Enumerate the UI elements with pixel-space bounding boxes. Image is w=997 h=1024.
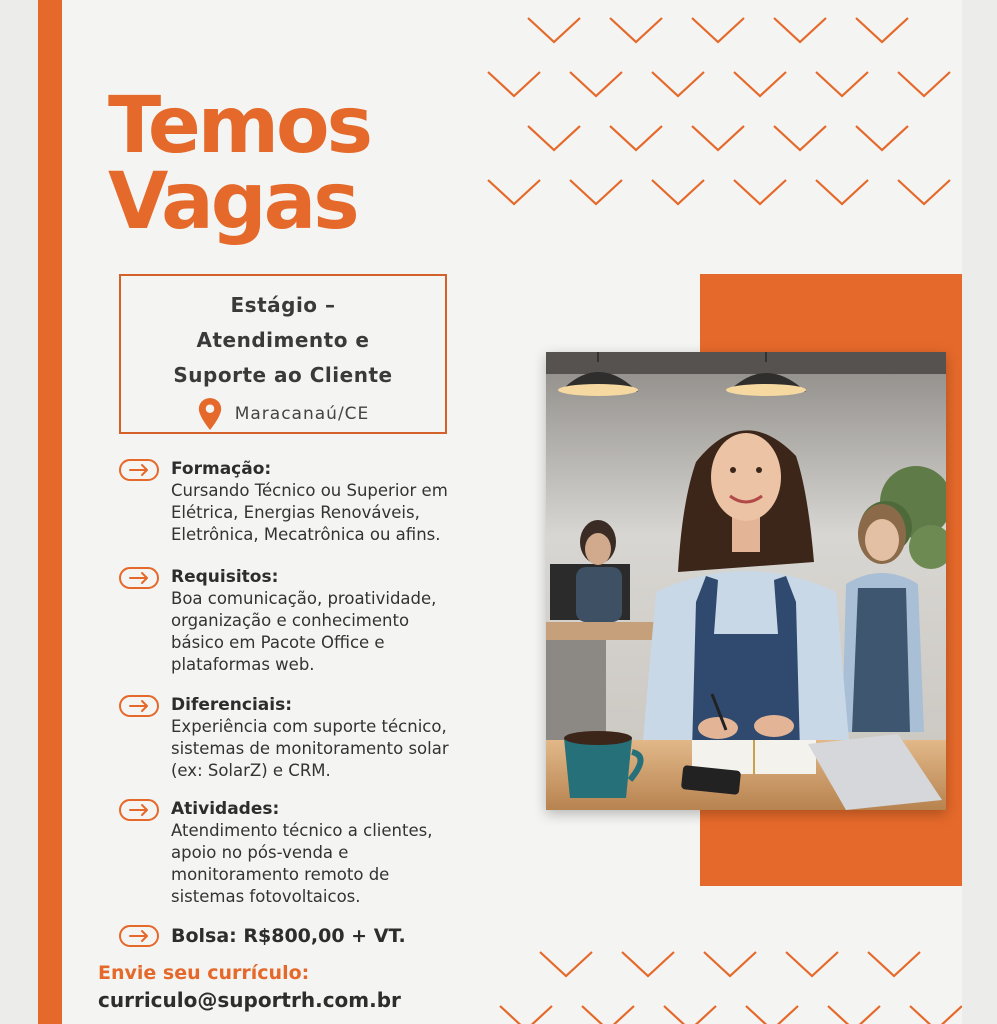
section-line: Elétrica, Energias Renováveis, (171, 503, 420, 522)
headline-line-2: Vagas (108, 157, 357, 247)
cta-label: Envie seu currículo: (98, 962, 310, 984)
section-atividades (119, 798, 539, 908)
chevron-down-icon (582, 1006, 634, 1024)
chevron-down-icon (664, 1006, 716, 1024)
chevron-down-icon (540, 952, 592, 976)
office-photo (546, 352, 946, 810)
chevron-down-icon (816, 180, 868, 204)
section-formacao (119, 458, 539, 546)
section-line: Boa comunicação, proatividade, (171, 589, 437, 608)
job-location (121, 397, 445, 431)
job-title-box (119, 274, 447, 434)
section-heading: Formação: (171, 459, 272, 479)
chevron-down-icon (828, 1006, 880, 1024)
map-pin-icon (197, 397, 223, 431)
section-line: (ex: SolarZ) e CRM. (171, 761, 331, 780)
section-body (171, 480, 539, 546)
job-title-line-1: Estágio – (230, 293, 336, 317)
section-diferenciais (119, 694, 539, 782)
chevron-down-icon (786, 952, 838, 976)
chevron-down-icon (500, 1006, 552, 1024)
section-line: monitoramento remoto de (171, 865, 390, 884)
section-heading: Requisitos: (171, 567, 279, 587)
chevron-down-icon (734, 180, 786, 204)
chevron-down-icon (488, 72, 540, 96)
chevron-down-icon (570, 72, 622, 96)
chevron-down-icon (898, 180, 950, 204)
headline-line-1: Temos (108, 81, 371, 171)
section-line: organização e conhecimento (171, 611, 410, 630)
job-title-line-3: Suporte ao Cliente (173, 363, 393, 387)
chevron-down-icon (856, 18, 908, 42)
section-bolsa (119, 924, 539, 948)
section-body (171, 820, 539, 908)
chevron-down-icon (528, 18, 580, 42)
section-body (171, 588, 539, 676)
bolsa-text: Bolsa: R$800,00 + VT. (171, 925, 406, 947)
section-line: plataformas web. (171, 655, 315, 674)
chevron-down-icon (652, 72, 704, 96)
chevron-down-icon (692, 18, 744, 42)
section-line: Atendimento técnico a clientes, (171, 821, 433, 840)
section-line: Experiência com suporte técnico, (171, 717, 447, 736)
chevron-down-icon (692, 126, 744, 150)
chevron-down-icon (622, 952, 674, 976)
chevron-down-icon (856, 126, 908, 150)
chevron-down-icon (570, 180, 622, 204)
chevron-down-icon (734, 72, 786, 96)
arrow-right-circle-icon (119, 799, 159, 821)
chevron-down-icon (528, 126, 580, 150)
section-line: sistemas de monitoramento solar (171, 739, 449, 758)
section-heading: Diferenciais: (171, 695, 293, 715)
section-line: sistemas fotovoltaicos. (171, 887, 361, 906)
chevron-down-icon (868, 952, 920, 976)
location-text: Maracanaú/CE (234, 404, 370, 424)
arrow-right-circle-icon (119, 567, 159, 589)
chevron-down-icon (488, 180, 540, 204)
chevron-down-icon (610, 18, 662, 42)
section-heading: Atividades: (171, 799, 280, 819)
arrow-right-circle-icon (119, 695, 159, 717)
section-line: básico em Pacote Office e (171, 633, 385, 652)
section-line: apoio no pós-venda e (171, 843, 349, 862)
chevron-down-icon (898, 72, 950, 96)
section-body (171, 716, 539, 782)
chevron-down-icon (610, 126, 662, 150)
arrow-right-circle-icon (119, 925, 159, 947)
job-title-line-2: Atendimento e (196, 328, 370, 352)
section-requisitos (119, 566, 539, 676)
chevron-down-icon (704, 952, 756, 976)
cta-email[interactable]: curriculo@suportrh.com.br (98, 988, 401, 1012)
chevron-down-icon (816, 72, 868, 96)
section-line: Eletrônica, Mecatrônica ou afins. (171, 525, 441, 544)
chevron-down-icon (774, 126, 826, 150)
job-poster (38, 0, 962, 1024)
section-line: Cursando Técnico ou Superior em (171, 481, 448, 500)
chevron-down-icon (774, 18, 826, 42)
chevron-down-icon (652, 180, 704, 204)
job-title (121, 288, 445, 393)
chevron-down-icon (746, 1006, 798, 1024)
arrow-right-circle-icon (119, 459, 159, 481)
chevron-down-icon (910, 1006, 962, 1024)
headline (108, 81, 371, 247)
